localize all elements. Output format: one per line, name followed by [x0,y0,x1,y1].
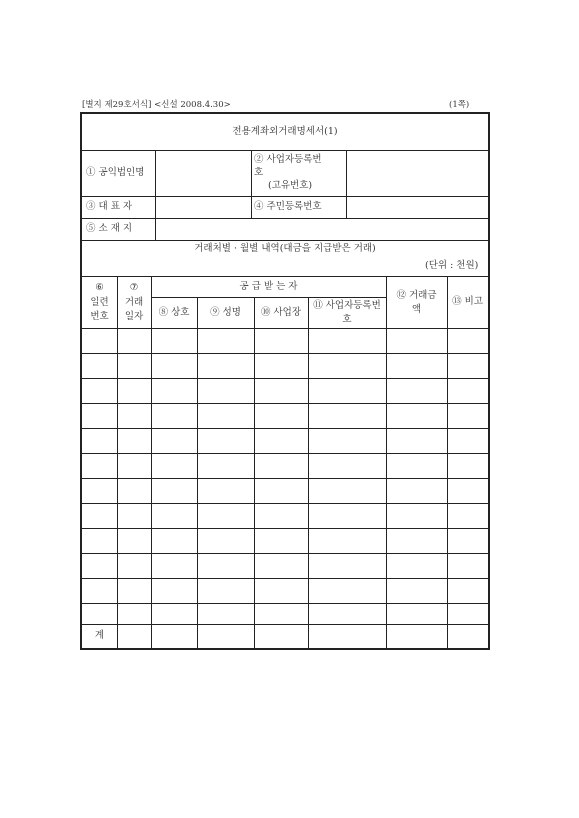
col-bizno-2: 호 [342,314,352,325]
col-date-num: ⑦ [129,282,139,293]
label-address: ⑤ 소 재 지 [86,223,133,234]
col-serial-label-2: 번호 [90,311,109,322]
col-amount: ⑫ 거래금 [396,290,437,301]
col-serial-label: 일련 [90,297,109,308]
col-amount-2: 액 [411,304,422,315]
col-bizno: ⑪ 사업자등록번 [313,300,381,311]
label-resident-no: ④ 주민등록번호 [254,201,322,212]
col-business-place: ⑩ 사업장 [260,307,302,318]
page-number: (1쪽) [449,100,470,110]
label-bizno-suffix: 호 [254,167,264,178]
label-corp-name: ① 공익법인명 [86,167,145,178]
col-date-label: 거래 [124,297,144,308]
form-title: 전용계좌외거래명세서(1) [232,126,338,137]
col-person-name: ⑨ 성명 [210,307,241,318]
label-bizno: ② 사업자등록번 [254,154,322,165]
col-company-name: ⑧ 상호 [158,307,190,318]
col-supplier-group: 공 급 받 는 자 [239,281,298,292]
col-date-label-2: 일자 [124,311,144,322]
col-remarks: ⑬ 비고 [452,296,483,307]
total-label: 계 [94,630,105,641]
section-title: 거래처별 · 월별 내역(대금을 지급받은 거래) [194,243,376,254]
label-unique-no: (고유번호) [268,180,313,191]
form-number: [별지 제29호서식] <신설 2008.4.30> [82,100,231,110]
unit-label: (단위 : 천원) [425,260,479,271]
label-representative: ③ 대 표 자 [86,201,133,212]
statement-form [80,112,490,650]
col-serial-num: ⑥ [95,282,104,293]
